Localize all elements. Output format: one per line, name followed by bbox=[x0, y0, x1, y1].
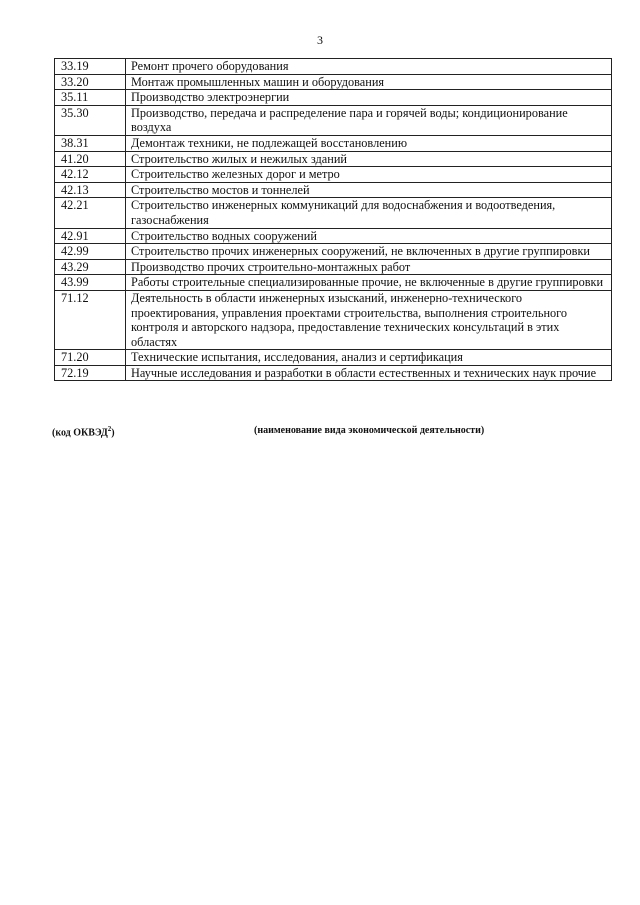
table-row bbox=[55, 290, 612, 349]
table-row bbox=[55, 167, 612, 183]
table-row bbox=[55, 198, 612, 228]
table-row bbox=[55, 105, 612, 135]
activity-name-cell: Строительство железных дорог и метро bbox=[126, 167, 612, 183]
table-row bbox=[55, 74, 612, 90]
activity-name-cell: Строительство водных сооружений bbox=[126, 228, 612, 244]
activity-name-cell: Строительство инженерных коммуникаций для водоснабжения и водоотведения, газоснабжения bbox=[126, 198, 612, 228]
activity-name-caption: (наименование вида экономической деятельности) bbox=[254, 425, 485, 436]
okved-code-cell: 72.19 bbox=[55, 365, 126, 381]
table-row bbox=[55, 350, 612, 366]
okved-code-cell: 33.20 bbox=[55, 74, 126, 90]
okved-table bbox=[54, 58, 612, 381]
table-row bbox=[55, 151, 612, 167]
okved-code-cell: 42.12 bbox=[55, 167, 126, 183]
okved-code-cell: 42.21 bbox=[55, 198, 126, 228]
okved-table-body bbox=[55, 59, 612, 381]
okved-code-cell: 35.11 bbox=[55, 90, 126, 106]
activity-name-cell: Строительство жилых и нежилых зданий bbox=[126, 151, 612, 167]
activity-name-cell: Демонтаж техники, не подлежащей восстановлению bbox=[126, 135, 612, 151]
okved-code-cell: 33.19 bbox=[55, 59, 126, 75]
table-row bbox=[55, 135, 612, 151]
activity-name-cell: Производство прочих строительно-монтажных работ bbox=[126, 259, 612, 275]
activity-name-cell: Монтаж промышленных машин и оборудования bbox=[126, 74, 612, 90]
okved-code-cell: 43.99 bbox=[55, 275, 126, 291]
activity-name-cell: Ремонт прочего оборудования bbox=[126, 59, 612, 75]
okved-code-caption bbox=[52, 425, 115, 438]
table-row bbox=[55, 365, 612, 381]
table-row bbox=[55, 90, 612, 106]
table-row bbox=[55, 259, 612, 275]
table-captions bbox=[52, 425, 612, 441]
activity-name-cell: Производство, передача и распределение пара и горячей воды; кондиционирование воздуха bbox=[126, 105, 612, 135]
activity-name-cell: Технические испытания, исследования, анализ и сертификация bbox=[126, 350, 612, 366]
okved-code-cell: 38.31 bbox=[55, 135, 126, 151]
activity-name-cell: Деятельность в области инженерных изысканий, инженерно-технического проектирования, управления проектами строительства, выполнения строительного контроля и авторского надзора, предоставление технических консультаций в этих областях bbox=[126, 290, 612, 349]
activity-name-cell: Производство электроэнергии bbox=[126, 90, 612, 106]
table-row bbox=[55, 182, 612, 198]
okved-code-cell: 43.29 bbox=[55, 259, 126, 275]
footnote-marker: 2 bbox=[107, 425, 112, 433]
okved-code-cell: 42.13 bbox=[55, 182, 126, 198]
table-row bbox=[55, 275, 612, 291]
table-row bbox=[55, 228, 612, 244]
activity-name-cell: Строительство мостов и тоннелей bbox=[126, 182, 612, 198]
okved-code-caption-text: (код ОКВЭД bbox=[52, 427, 108, 439]
table-row bbox=[55, 59, 612, 75]
activity-name-cell: Строительство прочих инженерных сооружений, не включенных в другие группировки bbox=[126, 244, 612, 260]
table-row bbox=[55, 244, 612, 260]
okved-code-cell: 71.20 bbox=[55, 350, 126, 366]
okved-code-cell: 42.91 bbox=[55, 228, 126, 244]
okved-code-caption-close: ) bbox=[111, 427, 115, 439]
page-number: 3 bbox=[317, 33, 323, 47]
okved-code-cell: 71.12 bbox=[55, 290, 126, 349]
activity-name-cell: Научные исследования и разработки в области естественных и технических наук прочие bbox=[126, 365, 612, 381]
okved-code-cell: 41.20 bbox=[55, 151, 126, 167]
okved-code-cell: 35.30 bbox=[55, 105, 126, 135]
activity-name-cell: Работы строительные специализированные прочие, не включенные в другие группировки bbox=[126, 275, 612, 291]
okved-code-cell: 42.99 bbox=[55, 244, 126, 260]
